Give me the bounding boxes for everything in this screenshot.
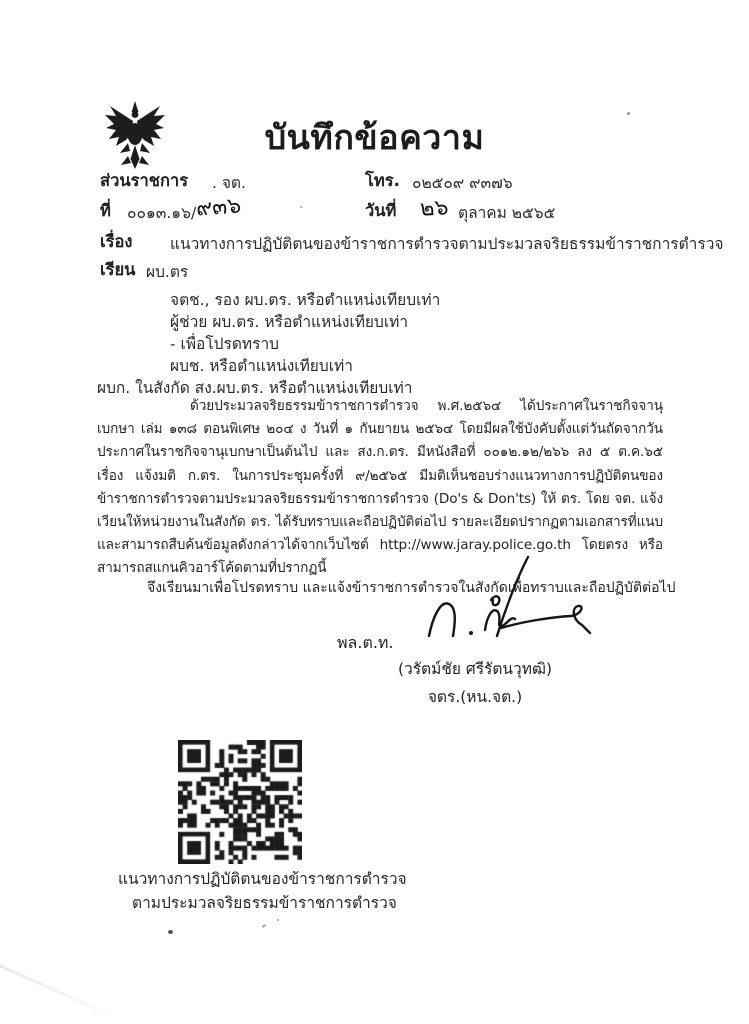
scan-speck	[277, 919, 279, 921]
subject-label: เรื่อง	[100, 232, 133, 251]
scan-fold-mark	[0, 958, 122, 1022]
doc-no-handwritten: ๙๓๖	[195, 193, 243, 222]
phone-value: ๐๒๕๐๙ ๙๓๗๖	[412, 174, 513, 192]
date-month-year: ตุลาคม ๒๕๖๕	[458, 204, 556, 222]
agency-label: ส่วนราชการ	[100, 171, 189, 190]
signer-rank: พล.ต.ท.	[337, 633, 394, 652]
agency-value: . จต.	[212, 174, 246, 192]
subject-value: แนวทางการปฏิบัติตนของข้าราชการตำรวจตามประมวลจริยธรรมข้าราชการตำรวจ	[170, 235, 724, 253]
qr-caption-line2: ตามประมวลจริยธรรมข้าราชการตำรวจ	[132, 894, 397, 912]
doc-no-label: ที่	[100, 201, 111, 220]
scan-speck	[627, 112, 630, 115]
page-title: บันทึกข้อความ	[264, 118, 485, 158]
phone-label: โทร.	[365, 171, 400, 190]
date-label: วันที่	[365, 201, 397, 220]
qr-code	[178, 740, 302, 864]
qr-caption-line1: แนวทางการปฏิบัติตนของข้าราชการตำรวจ	[118, 870, 407, 888]
to-value: ผบ.ตร	[146, 263, 189, 281]
to-label: เรียน	[100, 260, 136, 279]
recipient-line: ผู้ช่วย ผบ.ตร. หรือตำแหน่งเทียบเท่า	[170, 313, 409, 331]
recipient-line: - เพื่อโปรดทราบ	[170, 335, 279, 353]
date-day-handwritten: ๒๖	[419, 195, 450, 222]
scan-speck	[300, 206, 302, 208]
scan-speck	[168, 930, 173, 934]
signer-name: (วรัตม์ชัย ศรีรัตนวุทฒิ)	[397, 660, 552, 678]
body-paragraph: ด้วยประมวลจริยธรรมข้าราชการตำรวจ พ.ศ.๒๕๖๔ ได้ประกาศในราชกิจจานุเบกษา เล่ม ๑๓๘ ตอนพิเศษ ๒๐๔ ง วันที่ ๑ กันยายน ๒๕๖๔ โดยมีผลใช้บังคับตั้งแต่วันถัดจากวันประกาศในราชกิจจานุเบกษาเป็นต้นไป และ สง.ก.ตร. มีหนังสือที่ ๐๐๑๒.๑๒/๒๖๖ ลง ๕ ต.ค.๖๕ เรื่อง แจ้งมติ ก.ตร. ในการประชุมครั้งที่ ๙/๒๕๖๕ มีมติเห็นชอบร่างแนวทางการปฏิบัติตนของข้าราชการตำรวจตามประมวลจริยธรรมข้าราชการตำรวจ (Do's & Don'ts) ให้ ตร. โดย จต. แจ้งเวียนให้หน่วยงานในสังกัด ตร. ได้รับทราบและถือปฏิบัติต่อไป รายละเอียดปรากฏตามเอกสารที่แนบ และสามารถสืบค้นข้อมูลดังกล่าวได้จากเว็บไซต์ http://www.jaray.police.go.th โดยตรง หรือสามารถสแกนคิวอาร์โค้ดตามที่ปรากฏนี้	[97, 398, 663, 577]
signature-handwriting	[425, 548, 610, 648]
scan-speck	[262, 924, 266, 928]
recipient-line: จตช., รอง ผบ.ตร. หรือตำแหน่งเทียบเท่า	[170, 291, 441, 309]
closing-line: จึงเรียนมาเพื่อโปรดทราบ และแจ้งข้าราชการตำรวจในสังกัดเพื่อทราบและถือปฏิบัติต่อไป	[147, 580, 676, 596]
recipient-line: ผบก. ในสังกัด สง.ผบ.ตร. หรือตำแหน่งเทียบเท่า	[97, 379, 413, 397]
doc-no-printed: ๐๐๑๓.๑๖/	[127, 204, 197, 222]
recipient-line: ผบช. หรือตำแหน่งเทียบเท่า	[170, 357, 353, 375]
signer-position: จตร.(หน.จต.)	[427, 688, 523, 706]
